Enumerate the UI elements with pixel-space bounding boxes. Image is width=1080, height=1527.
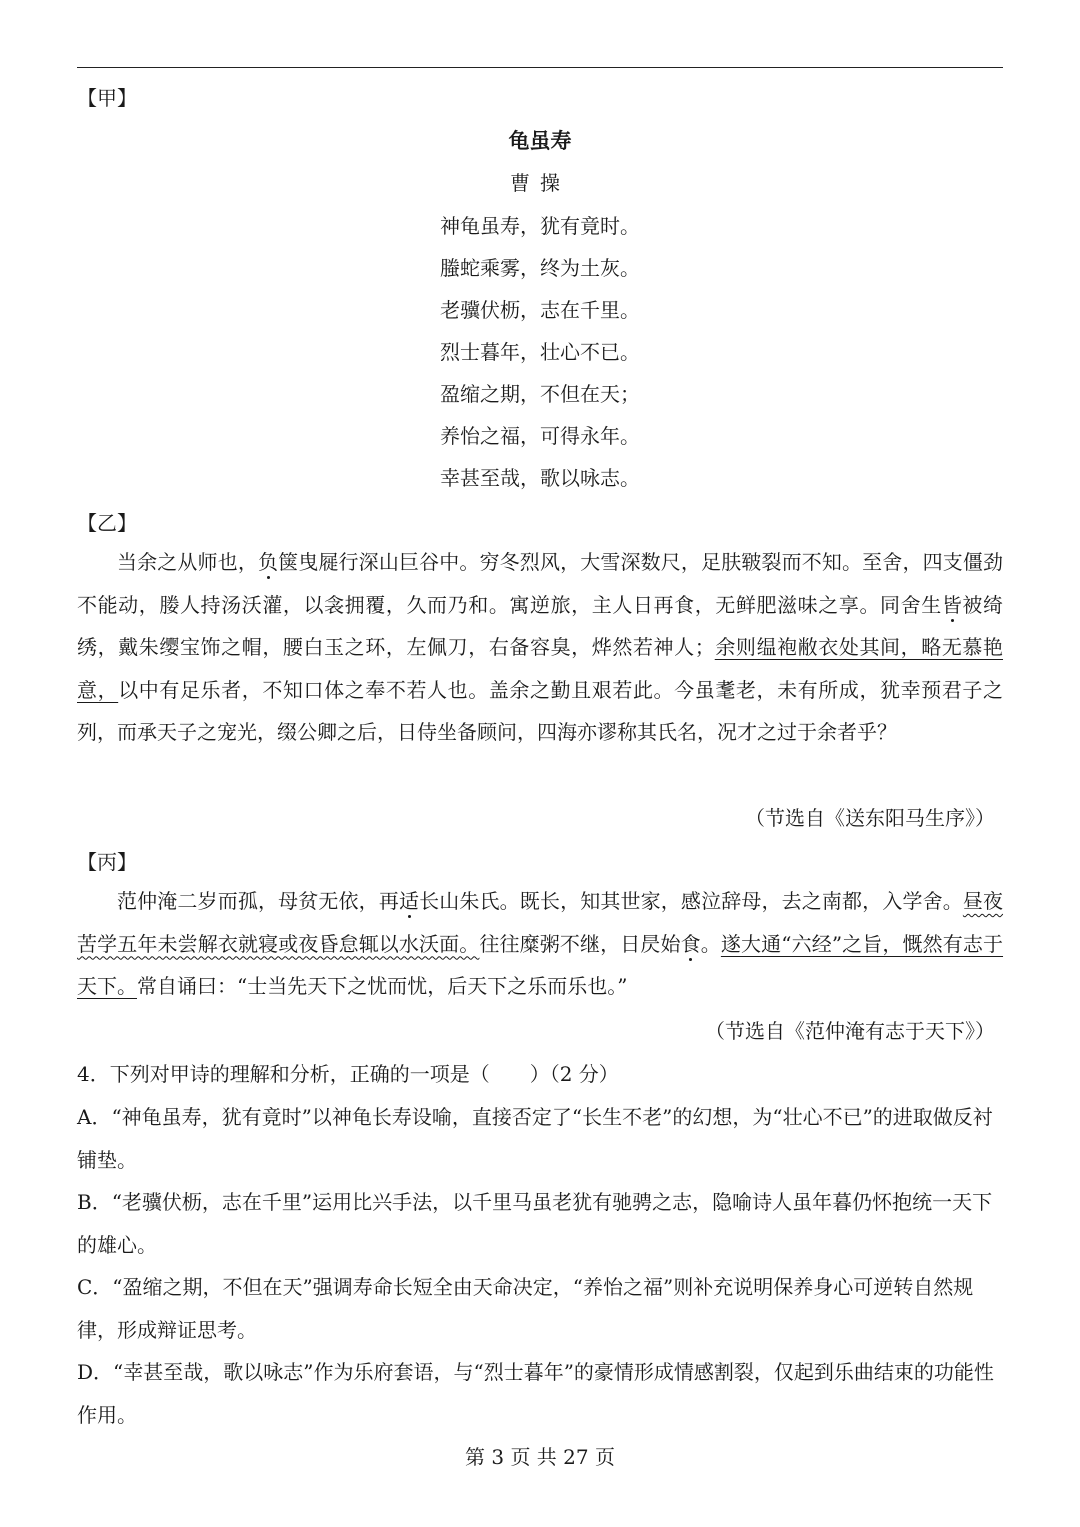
option-b: B．“老骥伏枥，志在千里”运用比兴手法，以千里马虽老犹有驰骋之志，隐喻诗人虽年暮仍怀抱统一天下的雄心。 bbox=[77, 1190, 993, 1257]
text-run: 长山朱氏。既长，知其世家，感泣辞母，去之南都，入学舍。 bbox=[419, 889, 963, 913]
section-tag-yi: 【乙】 bbox=[77, 511, 137, 535]
text-run: 以中有足乐者，不知口体之奉不若人也。盖余之勤且艰若此。今虽耄老，未有所成，犹幸预君子之列，而承天子之宠光，缀公卿之后，日侍坐备顾问，四海亦谬称其氏名，况才之过于余者乎？ bbox=[77, 677, 1004, 744]
poem-line: 幸甚至哉，歌以咏志。 bbox=[440, 466, 640, 490]
poem-author: 曹操 bbox=[510, 171, 570, 195]
passage-yi bbox=[77, 541, 1003, 754]
poem-line: 烈士暮年，壮心不已。 bbox=[440, 340, 640, 364]
poem-line: 螣蛇乘雾，终为土灰。 bbox=[440, 256, 640, 280]
source-yi: （节选自《送东阳马生序》） bbox=[745, 806, 995, 830]
poem-line: 神龟虽寿，犹有竟时。 bbox=[440, 214, 640, 238]
underlined-sentence: 余则缊袍敝衣处其间，略无慕艳意， bbox=[77, 635, 1004, 702]
poem-title: 龟虽寿 bbox=[508, 129, 572, 153]
poem-line: 盈缩之期，不但在天； bbox=[440, 382, 640, 406]
dotted-char: 皆 bbox=[941, 592, 963, 617]
poem-line: 老骥伏枥，志在千里。 bbox=[440, 298, 640, 322]
option-c: C．“盈缩之期，不但在天”强调寿命长短全由天命决定，“养怡之福”则补充说明保养身心可逆转自然规律，形成辩证思考。 bbox=[77, 1275, 974, 1342]
option-d: D．“幸甚至哉，歌以咏志”作为乐府套语，与“烈士暮年”的豪情形成情感割裂，仅起到乐曲结束的功能性作用。 bbox=[77, 1360, 994, 1427]
text-run: 常自诵曰：“士当先天下之忧而忧，后天下之乐而乐也。” bbox=[137, 974, 628, 998]
text-run: 被绮绣，戴朱缨宝饰之帽，腰白玉之环，左佩刀，右备容臭，烨然若神人； bbox=[77, 592, 1004, 659]
top-rule bbox=[77, 67, 1003, 68]
section-tag-jia: 【甲】 bbox=[77, 86, 137, 110]
section-tag-bing: 【丙】 bbox=[77, 850, 137, 874]
passage-bing bbox=[77, 880, 1003, 1008]
text-run: 箧曳屣行深山巨谷中。穷冬烈风，大雪深数尺，足肤皲裂而不知。至舍，四支僵劲不能动，媵人持汤沃灌，以衾拥覆，久而乃和。寓逆旅，主人日再食，无鲜肥滋味之享。同舍生 bbox=[77, 550, 1004, 617]
dotted-char: 负 bbox=[257, 550, 279, 574]
page-footer: 第 3 页 共 27 页 bbox=[465, 1445, 615, 1469]
text-run: 当余之从师也， bbox=[117, 550, 258, 574]
source-bing: （节选自《范仲淹有志于天下》） bbox=[705, 1019, 995, 1043]
wavy-underlined-sentence: 昼夜苦学五年未尝解衣就寝或夜昏怠辄以水沃面。 bbox=[77, 889, 1004, 956]
underlined-sentence: 遂大通“六经”之旨，慨然有志于天下。 bbox=[77, 931, 1004, 998]
option-a: A．“神龟虽寿，犹有竟时”以神龟长寿设喻，直接否定了“长生不老”的幻想，为“壮心不已”的进取做反衬铺垫。 bbox=[77, 1105, 993, 1172]
text-run: 范仲淹二岁而孤，母贫无依，再 bbox=[117, 889, 399, 913]
question-stem: 4．下列对甲诗的理解和分析，正确的一项是（ ）（2 分） bbox=[77, 1062, 619, 1086]
text-run: 往往糜粥不继，日昃始 bbox=[479, 931, 681, 956]
text-run: 。 bbox=[700, 931, 721, 956]
dotted-char: 适 bbox=[398, 889, 420, 913]
poem-line: 养怡之福，可得永年。 bbox=[440, 424, 640, 448]
dotted-char: 食 bbox=[680, 931, 701, 956]
